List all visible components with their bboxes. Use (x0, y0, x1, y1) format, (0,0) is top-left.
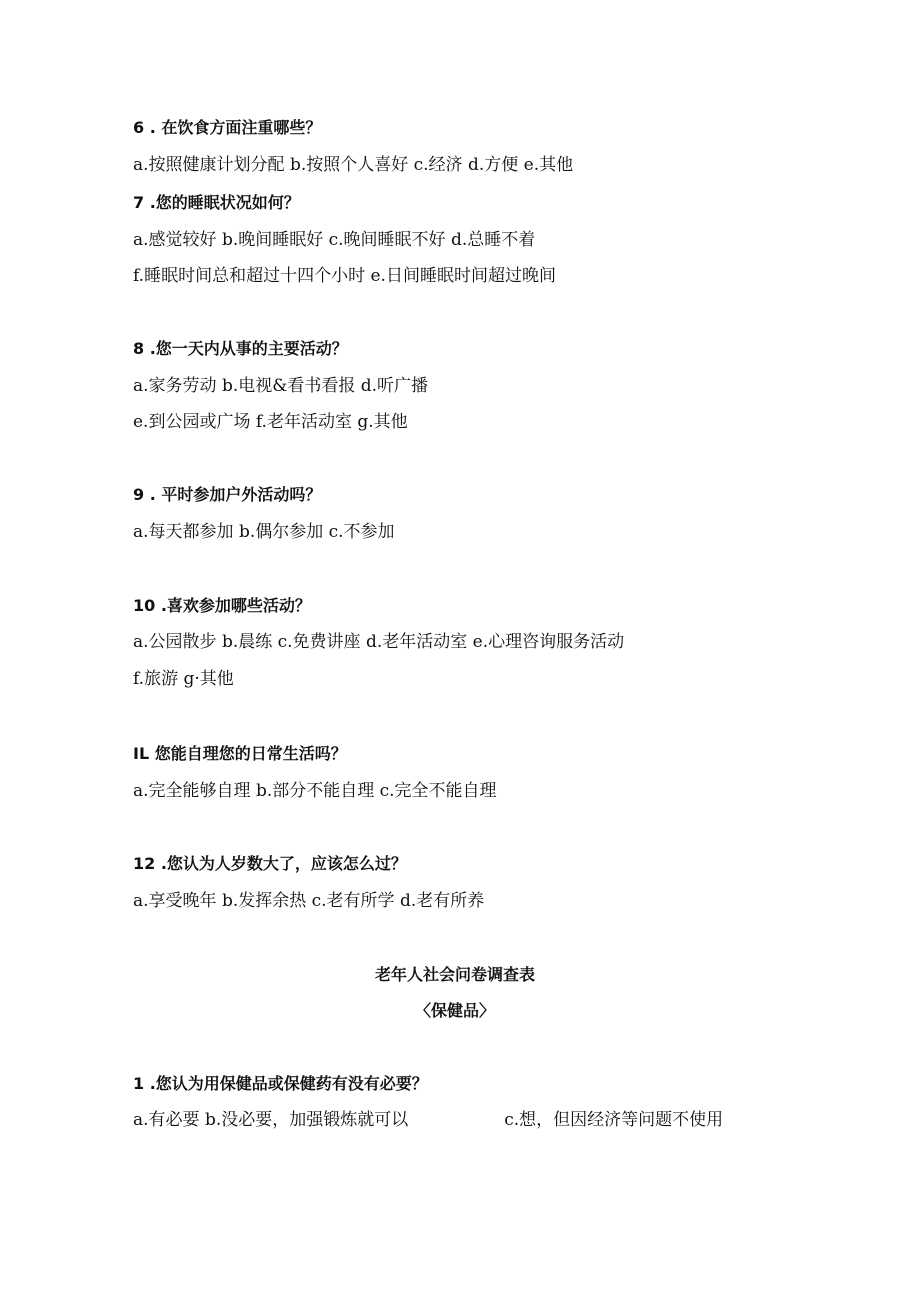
question-9-title: 9 . 平时参加户外活动吗？ (133, 485, 322, 504)
question-7-title: 7 .您的睡眠状况如何？ (133, 193, 300, 212)
question-12-title: 12 .您认为人岁数大了，应该怎么过？ (133, 854, 407, 873)
question-10-title: 10 .喜欢参加哪些活动？ (133, 596, 311, 615)
question-10-options-line-1: a.公园散步 b.晨练 c.免费讲座 d.老年活动室 e.心理咨询服务活动 (133, 632, 625, 652)
question-7-options-line-1: a.感觉较好 b.晚间睡眠好 c.晚间睡眠不好 d.总睡不着 (133, 230, 536, 250)
section-question-1-option-c: c.想，但因经济等问题不使用 (504, 1110, 724, 1130)
question-8-title: 8 .您一天内从事的主要活动？ (133, 339, 348, 358)
question-7-options-line-2: f.睡眠时间总和超过十四个小时 e.日间睡眠时间超过晚间 (133, 266, 556, 286)
section-subtitle: 〈保健品〉 (414, 1001, 495, 1020)
question-11-title: IL 您能自理您的日常生活吗？ (133, 744, 347, 763)
question-12-options: a.享受晚年 b.发挥余热 c.老有所学 d.老有所养 (133, 891, 485, 911)
question-8-options-line-1: a.家务劳动 b.电视&看书看报 d.听广播 (133, 376, 429, 396)
question-11-options: a.完全能够自理 b.部分不能自理 c.完全不能自理 (133, 781, 497, 801)
question-6-title: 6 . 在饮食方面注重哪些？ (133, 118, 322, 137)
question-9-options: a.每天都参加 b.偶尔参加 c.不参加 (133, 522, 395, 542)
question-8-options-line-2: e.到公园或广场 f.老年活动室 g.其他 (133, 412, 408, 432)
question-6-options: a.按照健康计划分配 b.按照个人喜好 c.经济 d.方便 e.其他 (133, 155, 574, 175)
section-question-1-option-ab: a.有必要 b.没必要，加强锻炼就可以 (133, 1110, 409, 1130)
section-question-1-title: 1 .您认为用保健品或保健药有没有必要？ (133, 1074, 428, 1093)
question-10-options-line-2: f.旅游 g·其他 (133, 669, 234, 689)
section-title: 老年人社会问卷调查表 (374, 965, 535, 984)
section-question-1-options (133, 1109, 723, 1131)
